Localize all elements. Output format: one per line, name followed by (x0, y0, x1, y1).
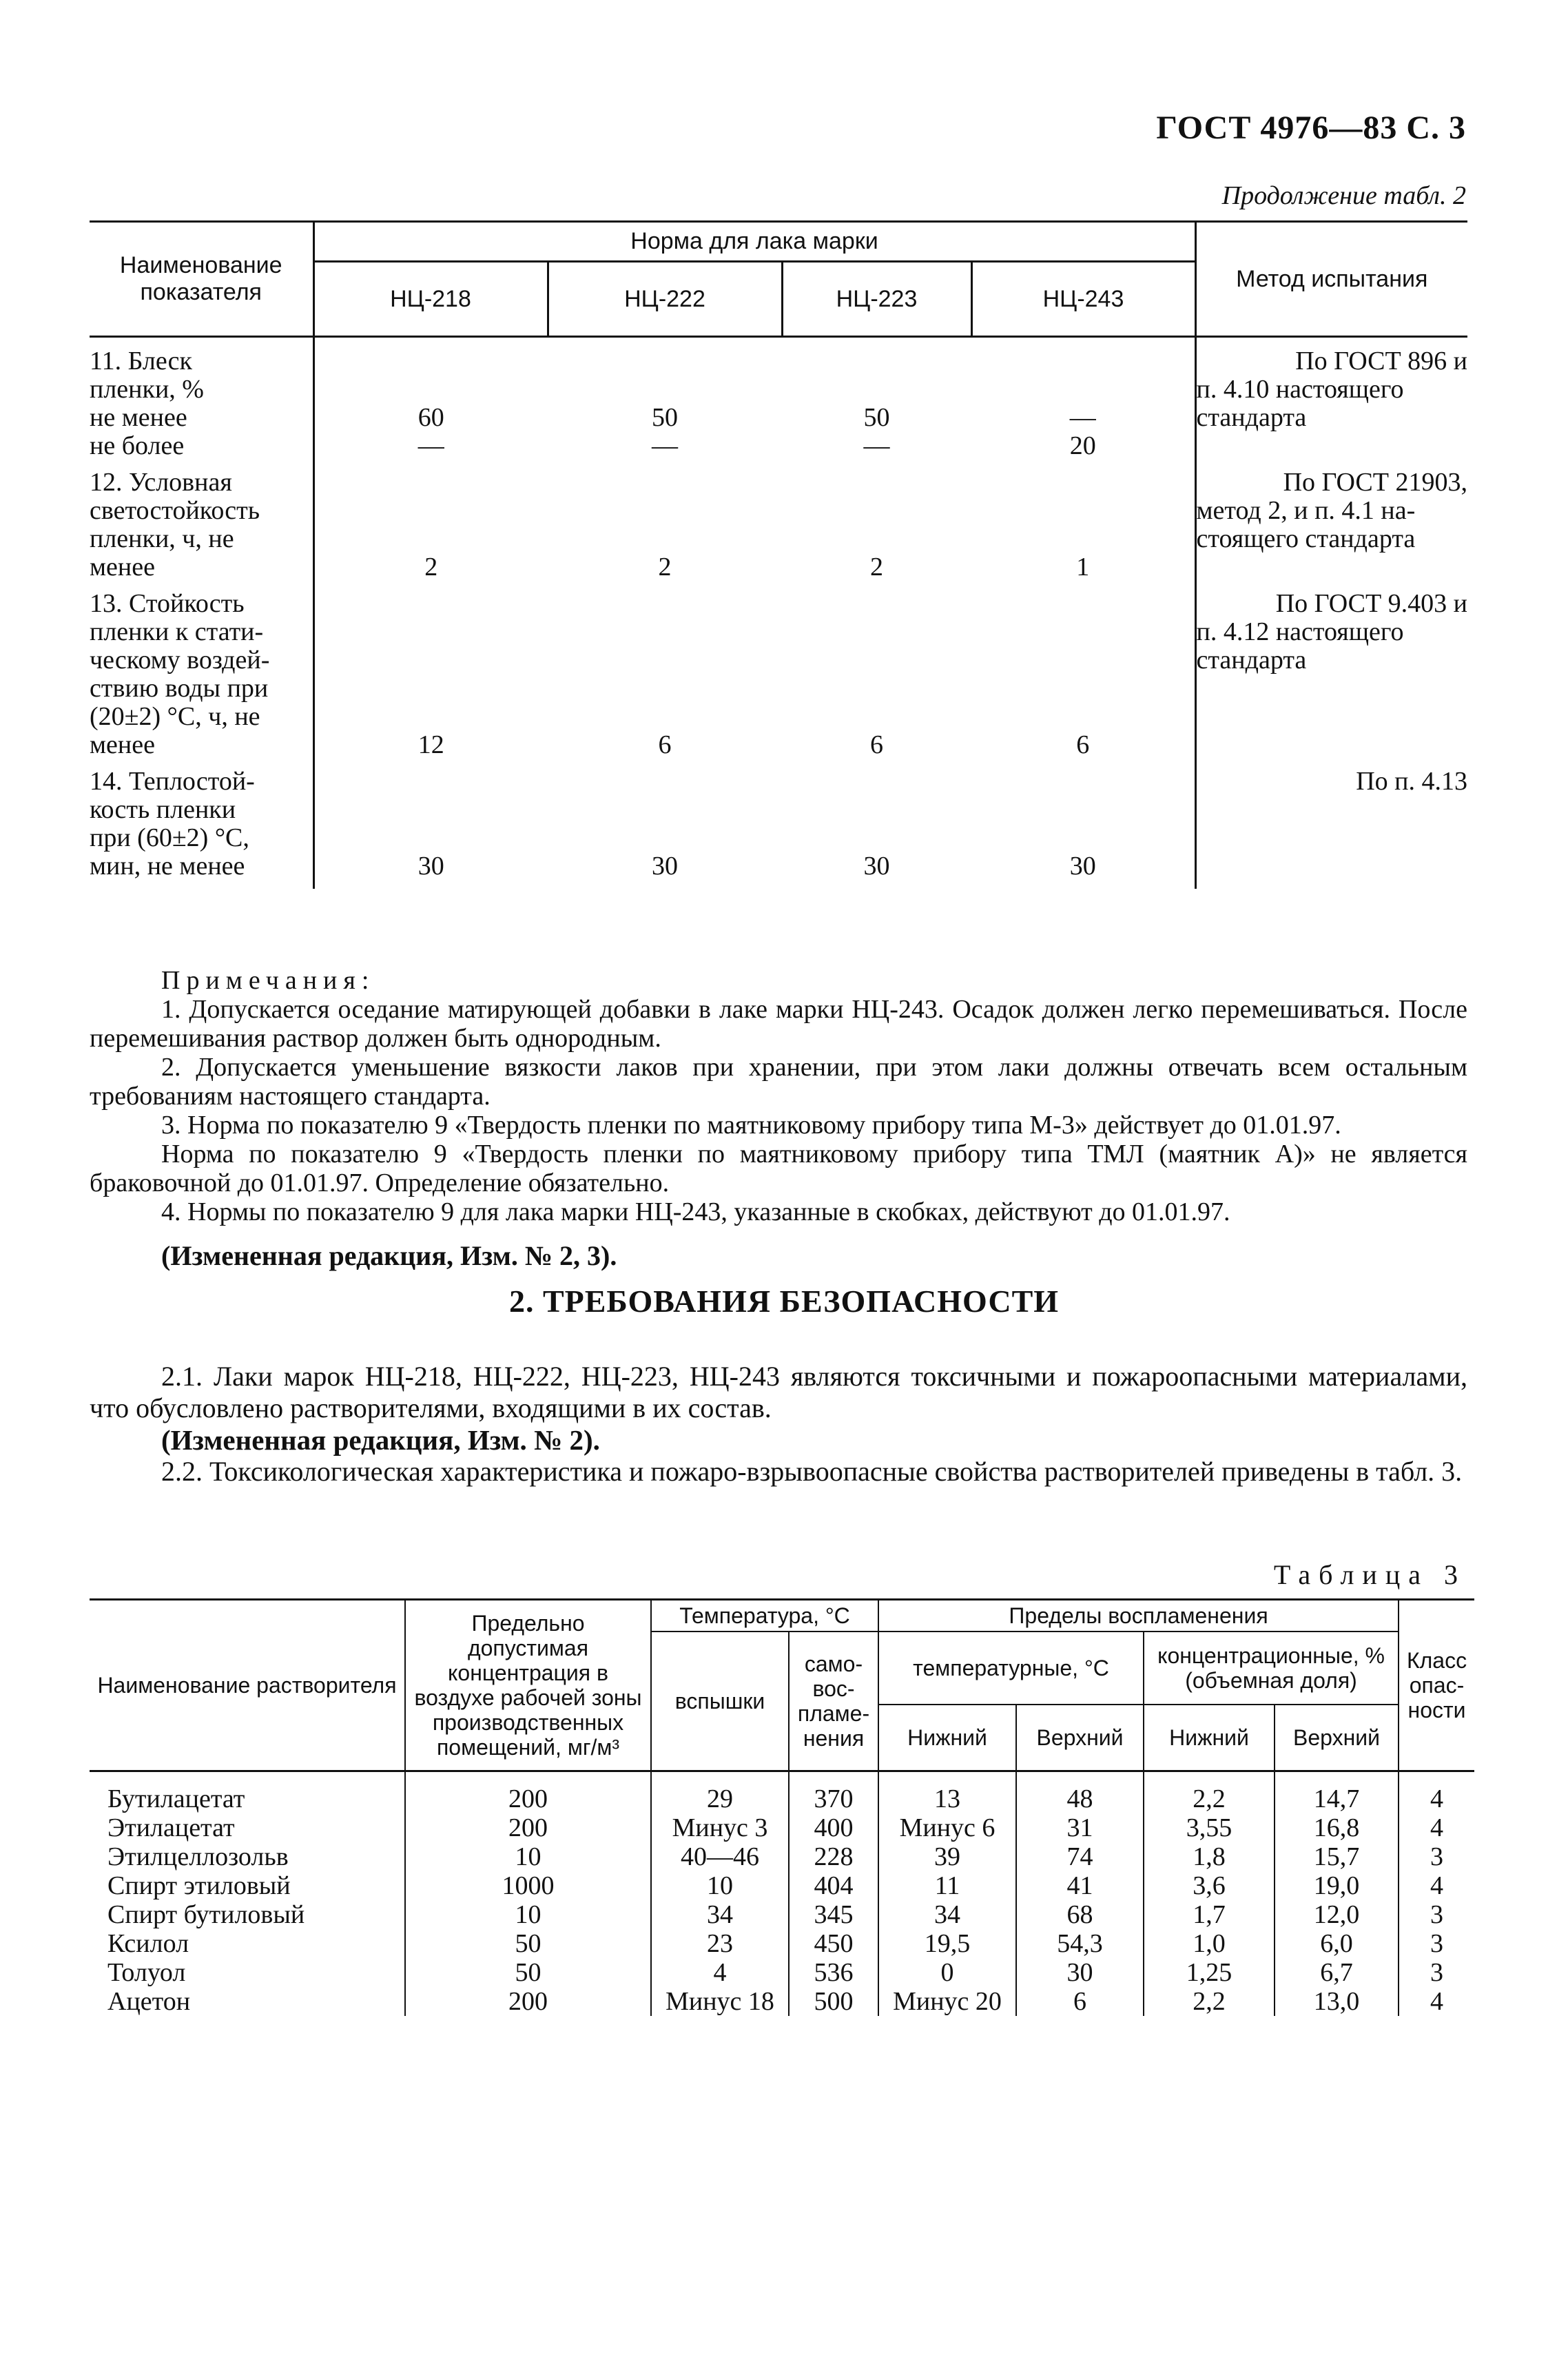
norm-value: — (863, 431, 890, 460)
hazard-class-header: Класс опас-ности (1399, 1600, 1474, 1771)
table-row (90, 1813, 1474, 1842)
solvent-value: 31 (1016, 1813, 1144, 1842)
solvent-value: 2,2 (1144, 1987, 1275, 2016)
norm-value: 2 (870, 553, 883, 581)
solvent-name: Этилцеллозольв (107, 1842, 289, 1871)
solvent-name: Ацетон (107, 1987, 191, 2016)
solvent-value: 370 (789, 1771, 878, 1814)
solvent-value: 450 (789, 1929, 878, 1958)
norm-value: 30 (417, 852, 444, 881)
solvent-value: 19,0 (1275, 1871, 1399, 1900)
solvent-value: 29 (651, 1771, 789, 1814)
solvent-value: 11 (878, 1871, 1016, 1900)
flash-point-header: вспышки (651, 1632, 789, 1771)
solvent-value: 16,8 (1275, 1813, 1399, 1842)
indicator-name (90, 337, 313, 469)
table-row (90, 1929, 1474, 1958)
norm-value-cell (548, 469, 782, 590)
table-row (90, 1987, 1474, 2016)
section-paragraphs (90, 1361, 1467, 1488)
test-method (1195, 768, 1467, 889)
solvent-value: 68 (1016, 1900, 1144, 1929)
grade-header: НЦ-222 (548, 262, 782, 337)
solvent-value: 1,25 (1144, 1958, 1275, 1987)
indicator-name-line: мин, не менее (90, 852, 245, 881)
norm-value-cell (971, 337, 1195, 469)
norm-value-cell (548, 768, 782, 889)
solvent-value: Минус 6 (878, 1813, 1016, 1842)
norm-value: — (417, 431, 444, 460)
col-method-header: Метод испытания (1195, 222, 1467, 337)
lower-header: Нижний (878, 1705, 1016, 1771)
indicator-name-line: менее (90, 553, 155, 581)
norm-value: 6 (870, 730, 883, 759)
solvent-value: 12,0 (1275, 1900, 1399, 1929)
solvent-value: 23 (651, 1929, 789, 1958)
norm-value: 6 (658, 730, 672, 759)
table-row (90, 1900, 1474, 1929)
solvent-name: Ксилол (107, 1929, 189, 1958)
table-2-continued (90, 220, 1467, 889)
norm-value-cell (313, 590, 548, 768)
solvent-value: 10 (405, 1842, 651, 1871)
solvent-value: 50 (405, 1958, 651, 1987)
page-header: ГОСТ 4976—83 С. 3 (1156, 110, 1466, 146)
table-3-caption: Таблица 3 (1273, 1559, 1466, 1590)
test-method-line: стоящего стандарта (1196, 524, 1416, 553)
norm-value-cell (782, 469, 971, 590)
indicator-name-line: 12. Условная (90, 468, 232, 497)
norm-value: 6 (1076, 730, 1090, 759)
norm-value-cell (548, 337, 782, 469)
norm-value: — (652, 431, 678, 460)
norm-value-cell (313, 337, 548, 469)
upper-header: Верхний (1016, 1705, 1144, 1771)
indicator-name-line: 13. Стойкость (90, 589, 245, 618)
indicator-name (90, 768, 313, 889)
solvent-value: 13,0 (1275, 1987, 1399, 2016)
grade-header: НЦ-218 (313, 262, 548, 337)
norm-value-cell (313, 469, 548, 590)
note-item: 3. Норма по показателю 9 «Твердость пленки по маятниковому прибору типа М-3» действует до 01.01.97. (161, 1111, 1341, 1140)
note-item: Норма по показателю 9 «Твердость пленки по маятниковому прибору типа ТМЛ (маятник А)» не является браковочной до 01.01.97. Определение обязательно. (90, 1140, 1467, 1197)
solvent-value: 500 (789, 1987, 878, 2016)
norm-value: 12 (417, 730, 444, 759)
indicator-name-line: пленки, ч, не (90, 524, 234, 553)
table-row (90, 1771, 1474, 1814)
solvent-value: 404 (789, 1871, 878, 1900)
solvent-value: 3,6 (1144, 1871, 1275, 1900)
solvent-name: Этилацетат (107, 1813, 235, 1842)
indicator-name-line: пленки, % (90, 375, 204, 404)
solvent-value: Минус 18 (651, 1987, 789, 2016)
table-row (90, 1871, 1474, 1900)
test-method-line: По ГОСТ 896 и (1295, 347, 1467, 375)
norm-value-cell (313, 768, 548, 889)
indicator-name-line: 14. Теплостой- (90, 767, 255, 796)
norm-value: 20 (1069, 431, 1096, 460)
solvent-value: 4 (1399, 1987, 1474, 2016)
indicator-name-line: ческому воздей- (90, 646, 270, 675)
solvent-name: Бутилацетат (107, 1784, 245, 1813)
col-name-header: Наименование показателя (90, 222, 313, 337)
solvent-header: Наименование растворителя (90, 1600, 405, 1771)
note-item: 1. Допускается оседание матирующей добавки в лаке марки НЦ-243. Осадок должен легко перемешиваться. После перемешивания раствор должен быть однородным. (90, 995, 1467, 1053)
solvent-value: 4 (1399, 1771, 1474, 1814)
solvent-value: 74 (1016, 1842, 1144, 1871)
test-method-line: п. 4.10 настоящего (1196, 375, 1404, 404)
solvent-value: 200 (405, 1987, 651, 2016)
norm-value: 2 (424, 553, 438, 581)
test-method-line: п. 4.12 настоящего (1196, 617, 1404, 646)
test-method-line: По ГОСТ 21903, (1283, 468, 1467, 497)
grade-header: НЦ-223 (782, 262, 971, 337)
test-method-line: По п. 4.13 (1356, 767, 1467, 796)
solvent-value: 3 (1399, 1842, 1474, 1871)
solvent-value: 1,7 (1144, 1900, 1275, 1929)
table-row (90, 590, 1467, 768)
solvent-value: 54,3 (1016, 1929, 1144, 1958)
norm-value-cell (971, 469, 1195, 590)
note-item: 4. Нормы по показателю 9 для лака марки НЦ-243, указанные в скобках, действуют до 01.01.97. (161, 1197, 1230, 1226)
solvent-value: Минус 3 (651, 1813, 789, 1842)
solvent-value: 34 (878, 1900, 1016, 1929)
solvent-value: 3 (1399, 1958, 1474, 1987)
test-method (1195, 469, 1467, 590)
temp-limits-header: температурные, °С (878, 1632, 1144, 1705)
norm-value-cell (971, 768, 1195, 889)
norm-value: 50 (863, 403, 890, 432)
solvent-value: 3,55 (1144, 1813, 1275, 1842)
indicator-name (90, 590, 313, 768)
indicator-name-line: (20±2) °С, ч, не (90, 702, 260, 731)
solvent-value: 10 (651, 1871, 789, 1900)
norm-value: 60 (417, 403, 444, 432)
solvent-value: Минус 20 (878, 1987, 1016, 2016)
solvent-value: 3 (1399, 1900, 1474, 1929)
solvent-value: 50 (405, 1929, 651, 1958)
indicator-name-line: ствию воды при (90, 674, 269, 703)
solvent-value: 228 (789, 1842, 878, 1871)
indicator-name-line: менее (90, 730, 155, 759)
indicator-name-line: кость пленки (90, 795, 236, 824)
indicator-name-line: не менее (90, 403, 187, 432)
norm-value: 30 (1069, 852, 1096, 881)
conc-limits-header: концентрационные, % (объемная доля) (1144, 1632, 1399, 1705)
solvent-value: 15,7 (1275, 1842, 1399, 1871)
solvent-value: 0 (878, 1958, 1016, 1987)
solvent-name: Толуол (107, 1958, 186, 1987)
solvent-value: 48 (1016, 1771, 1144, 1814)
solvent-name: Спирт этиловый (107, 1871, 291, 1900)
solvent-value: 41 (1016, 1871, 1144, 1900)
solvent-value: 3 (1399, 1929, 1474, 1958)
solvent-value: 10 (405, 1900, 651, 1929)
test-method-line: стандарта (1196, 403, 1307, 432)
solvent-value: 345 (789, 1900, 878, 1929)
mac-header: Предельно допустимая концентрация в воздухе рабочей зоны производственных помещений, мг/м³ (405, 1600, 651, 1771)
solvent-value: 13 (878, 1771, 1016, 1814)
solvent-value: 1,0 (1144, 1929, 1275, 1958)
indicator-name-line: пленки к стати- (90, 617, 264, 646)
indicator-name-line: светостойкость (90, 496, 260, 525)
norm-group-header: Норма для лака марки (313, 222, 1195, 262)
indicator-name-line: 11. Блеск (90, 347, 193, 375)
norm-value: 30 (863, 852, 890, 881)
ignition-limits-header: Пределы воспламенения (878, 1600, 1399, 1632)
solvent-value: 40—46 (651, 1842, 789, 1871)
norm-value: 30 (652, 852, 678, 881)
solvent-value: 1,8 (1144, 1842, 1275, 1871)
solvent-name: Спирт бутиловый (107, 1900, 305, 1929)
amendment-note: (Измененная редакция, Изм. № 2, 3). (161, 1240, 617, 1271)
solvent-value: 200 (405, 1771, 651, 1814)
indicator-name-line: при (60±2) °С, (90, 823, 249, 852)
norm-value: — (1069, 403, 1096, 432)
note-item: 2. Допускается уменьшение вязкости лаков при хранении, при этом лаки должны отвечать всем остальным требованиям настоящего стандарта. (90, 1053, 1467, 1111)
notes-block (90, 966, 1467, 1270)
table-continuation-label: Продолжение табл. 2 (1221, 181, 1466, 210)
solvent-value: 34 (651, 1900, 789, 1929)
solvent-value: 6,7 (1275, 1958, 1399, 1987)
upper-header: Верхний (1275, 1705, 1399, 1771)
table-row (90, 768, 1467, 889)
paragraph-2-1-amendment: (Измененная редакция, Изм. № 2). (161, 1424, 600, 1456)
test-method-line: метод 2, и п. 4.1 на- (1196, 496, 1416, 525)
norm-value: 2 (658, 553, 672, 581)
solvent-value: 536 (789, 1958, 878, 1987)
test-method (1195, 590, 1467, 768)
solvent-value: 400 (789, 1813, 878, 1842)
indicator-name (90, 469, 313, 590)
temperature-header: Температура, °С (651, 1600, 878, 1632)
section-title: 2. ТРЕБОВАНИЯ БЕЗОПАСНОСТИ (508, 1284, 1060, 1319)
norm-value-cell (782, 337, 971, 469)
notes-title: Примечания: (161, 966, 375, 995)
paragraph-2-1: 2.1. Лаки марок НЦ-218, НЦ-222, НЦ-223, НЦ-243 являются токсичными и пожароопасными материалами, что обусловлено растворителями, входящими в их состав. (90, 1361, 1467, 1423)
table-row (90, 1958, 1474, 1987)
solvent-value: 1000 (405, 1871, 651, 1900)
indicator-name-line: не более (90, 431, 185, 460)
test-method-line: стандарта (1196, 646, 1307, 675)
lower-header: Нижний (1144, 1705, 1275, 1771)
norm-value: 50 (652, 403, 678, 432)
solvent-value: 14,7 (1275, 1771, 1399, 1814)
solvent-value: 19,5 (878, 1929, 1016, 1958)
solvent-value: 6 (1016, 1987, 1144, 2016)
test-method-line: По ГОСТ 9.403 и (1275, 589, 1467, 618)
table-3 (90, 1598, 1474, 2016)
norm-value-cell (782, 768, 971, 889)
solvent-value: 2,2 (1144, 1771, 1275, 1814)
solvent-value: 4 (651, 1958, 789, 1987)
norm-value-cell (548, 590, 782, 768)
paragraph-2-2: 2.2. Токсикологическая характеристика и пожаро-взрывоопасные свойства растворителей приведены в табл. 3. (161, 1456, 1463, 1487)
grade-header: НЦ-243 (971, 262, 1195, 337)
table-row (90, 1842, 1474, 1871)
norm-value: 1 (1076, 553, 1090, 581)
solvent-value: 4 (1399, 1871, 1474, 1900)
autoignition-header: само-вос-пламе-нения (789, 1632, 878, 1771)
norm-value-cell (971, 590, 1195, 768)
test-method (1195, 337, 1467, 469)
solvent-value: 4 (1399, 1813, 1474, 1842)
table-row (90, 337, 1467, 469)
solvent-value: 6,0 (1275, 1929, 1399, 1958)
solvent-value: 39 (878, 1842, 1016, 1871)
solvent-value: 30 (1016, 1958, 1144, 1987)
solvent-value: 200 (405, 1813, 651, 1842)
norm-value-cell (782, 590, 971, 768)
table-row (90, 469, 1467, 590)
